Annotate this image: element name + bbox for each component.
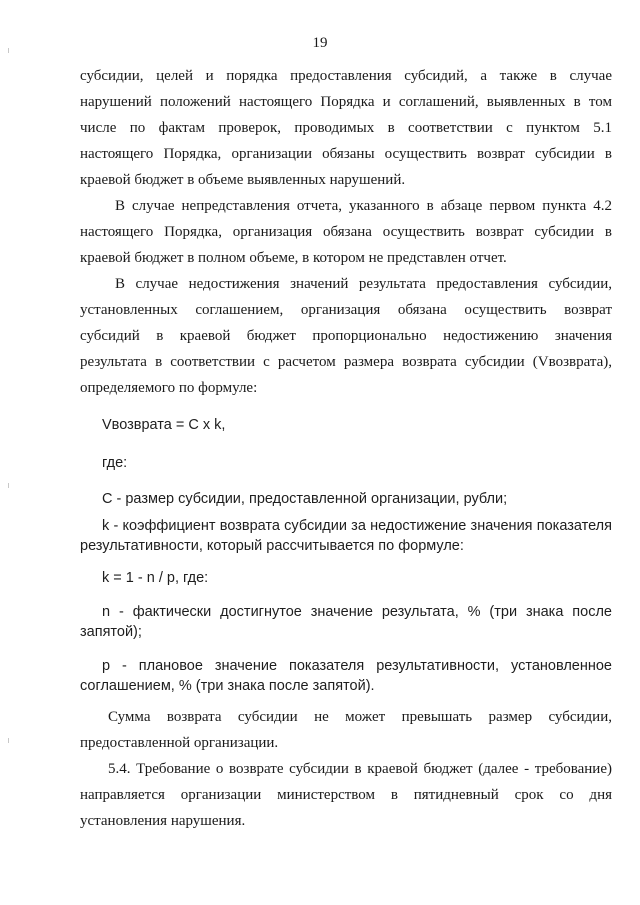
text-line: субсидий в краевой бюджет пропорционально недостижению значения (80, 328, 612, 344)
text-line: результативности, который рассчитывается по формуле: (80, 538, 464, 554)
text-line: краевой бюджет в объеме выявленных нарушений. (80, 172, 406, 188)
text-line: запятой); (80, 624, 142, 640)
scan-mark (8, 738, 9, 743)
text-line: числе по фактам проверок, проводимых в соответствии с пунктом 5.1 (80, 120, 612, 136)
text-line: предоставленной организации. (80, 735, 279, 751)
formula-v-return: Vвозврата = C x k, (102, 417, 226, 433)
text-line: результата в соответствии с расчетом размера возврата субсидии (Vвозврата), (80, 354, 612, 370)
text-line: k - коэффициент возврата субсидии за недостижение значения показателя (102, 518, 612, 534)
text-line: соглашением, % (три знака после запятой). (80, 678, 375, 694)
text-line: Сумма возврата субсидии не может превышать размер субсидии, (108, 709, 612, 725)
text-line: В случае непредставления отчета, указанного в абзаце первом пункта 4.2 (115, 198, 612, 214)
text-line: установления нарушения. (80, 813, 246, 829)
text-line: В случае недостижения значений результата предоставления субсидии, (115, 276, 612, 292)
scan-mark (8, 483, 9, 488)
text-line: установленных соглашением, организация обязана осуществить возврат (80, 302, 612, 318)
text-line: определяемого по формуле: (80, 380, 258, 396)
text-line: субсидии, целей и порядка предоставления субсидий, а также в случае (80, 68, 612, 84)
text-line: p - плановое значение показателя результативности, установленное (102, 658, 612, 674)
text-line: настоящего Порядка, организации обязаны осуществить возврат субсидии в (80, 146, 612, 162)
text-line: краевой бюджет в полном объеме, в котором не представлен отчет. (80, 250, 507, 266)
text-line: 5.4. Требование о возврате субсидии в краевой бюджет (далее - требование) (108, 761, 612, 777)
text-line: настоящего Порядка, организация обязана осуществить возврат субсидии в (80, 224, 612, 240)
text-line: направляется организации министерством в пятидневный срок со дня (80, 787, 612, 803)
page-number: 19 (312, 35, 328, 51)
formula-k: k = 1 - n / p, где: (102, 570, 209, 586)
text-line: n - фактически достигнутое значение результата, % (три знака после (102, 604, 612, 620)
definition-c: С - размер субсидии, предоставленной организации, рубли; (102, 491, 508, 507)
where-label: где: (102, 455, 128, 471)
text-line: нарушений положений настоящего Порядка и соглашений, выявленных в том (80, 94, 612, 110)
